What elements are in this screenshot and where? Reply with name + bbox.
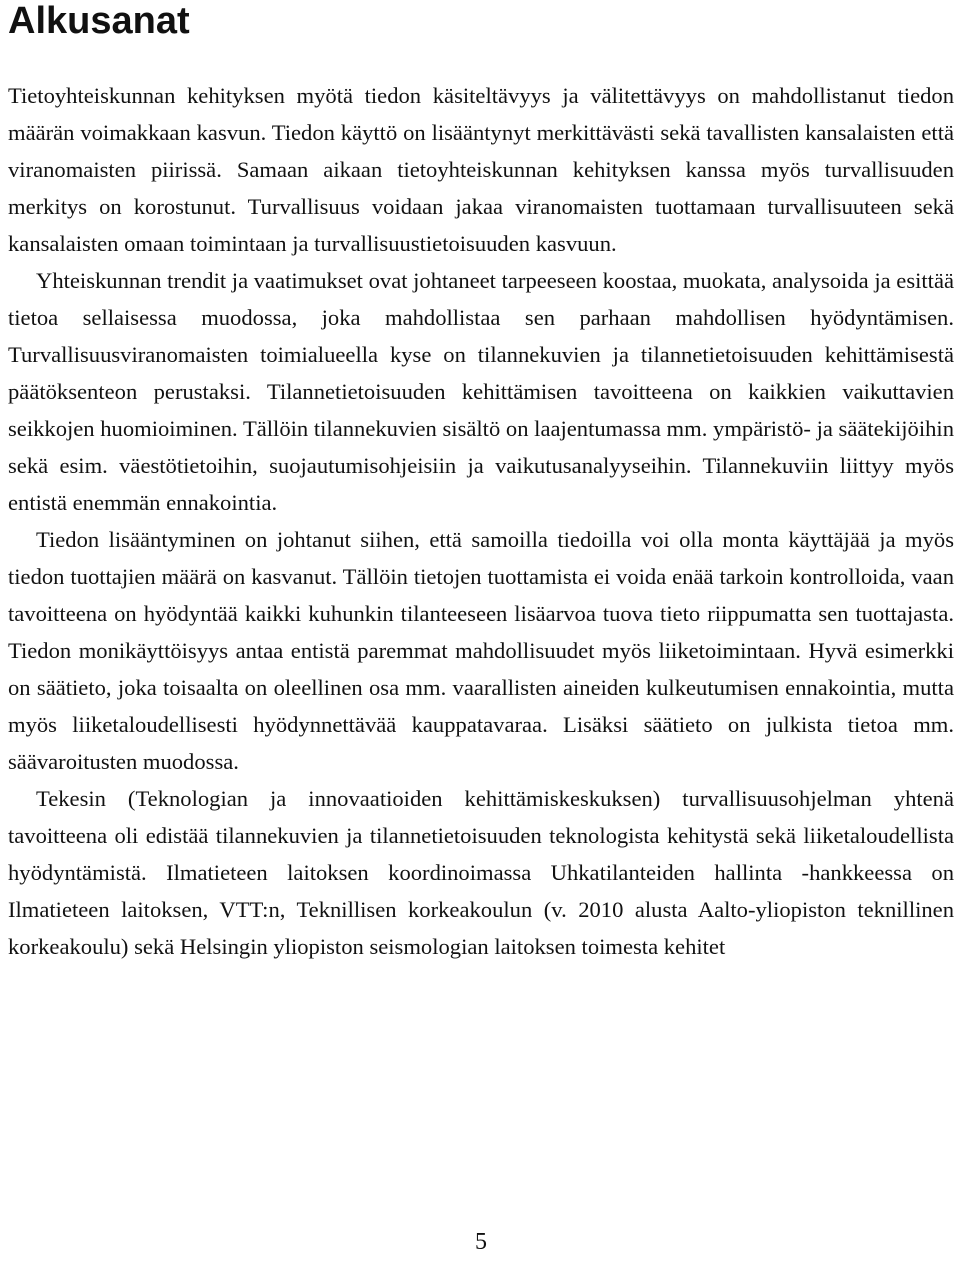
paragraph-1: Tietoyhteiskunnan kehityksen myötä tiedon käsiteltävyys ja välitettävyys on mahdollistanut tiedon määrän voimakkaan kasvun. Tiedon käyttö on lisääntynyt merkittävästi sekä tavallisten kansalaisten että viranomaisten piirissä. Samaan aikaan tietoyhteiskunnan kehityksen kanssa myös turvallisuuden merkitys on korostunut. Turvallisuus voidaan jakaa viranomaisten tuottamaan turvallisuuteen sekä kansalaisten omaan toimintaan ja turvallisuustietoisuuden kasvuun. — [8, 83, 954, 256]
page-number: 5 — [475, 1229, 487, 1255]
document-page — [8, 0, 954, 1282]
paragraph-3: Tiedon lisääntyminen on johtanut siihen, että samoilla tiedoilla voi olla monta käyttäjää ja myös tiedon tuottajien määrä on kasvanut. Tällöin tietojen tuottamista ei voida enää tarkoin kontrolloida, vaan tavoitteena on hyödyntää kaikki kuhunkin tilanteeseen lisäarvoa tuova tieto riippumatta sen tuottajasta. Tiedon monikäyttöisyys antaa entistä paremmat mahdollisuudet myös liiketoimintaan. Hyvä esimerkki on säätieto, joka toisaalta on oleellinen osa mm. vaarallisten aineiden kulkeutumisen ennakointia, mutta myös liiketaloudellisesti hyödynnettävää kauppatavaraa. Lisäksi säätieto on julkista tietoa mm. säävaroitusten muodossa. — [8, 527, 954, 774]
body-text — [8, 77, 954, 965]
paragraph-4: Tekesin (Teknologian ja innovaatioiden kehittämiskeskuksen) turvallisuusohjelman yhtenä tavoitteena oli edistää tilannekuvien ja tilannetietoisuuden teknologista kehitystä sekä liiketaloudellista hyödyntämistä. Ilmatieteen laitoksen koordinoimassa Uhkatilanteiden hallinta -hankkeessa on Ilmatieteen laitoksen, VTT:n, Teknillisen korkeakoulun (v. 2010 alusta Aalto-yliopiston teknillinen korkeakoulu) sekä Helsingin yliopiston seismologian laitoksen toimesta kehitet — [8, 786, 954, 959]
paragraph-2: Yhteiskunnan trendit ja vaatimukset ovat johtaneet tarpeeseen koostaa, muokata, analysoida ja esittää tietoa sellaisessa muodossa, joka mahdollistaa sen parhaan mahdollisen hyödyntämisen. Turvallisuusviranomaisten toimialueella kyse on tilannekuvien ja tilannetietoisuuden kehittämisestä päätöksenteon perustaksi. Tilannetietoisuuden kehittämisen tavoitteena on kaikkien vaikuttavien seikkojen huomioiminen. Tällöin tilannekuvien sisältö on laajentumassa mm. ympäristö- ja säätekijöihin sekä esim. väestötietoihin, suojautumisohjeisiin ja vaikutusanalyyseihin. Tilannekuviin liittyy myös entistä enemmän ennakointia. — [8, 268, 954, 515]
page-title: Alkusanat — [8, 0, 190, 42]
